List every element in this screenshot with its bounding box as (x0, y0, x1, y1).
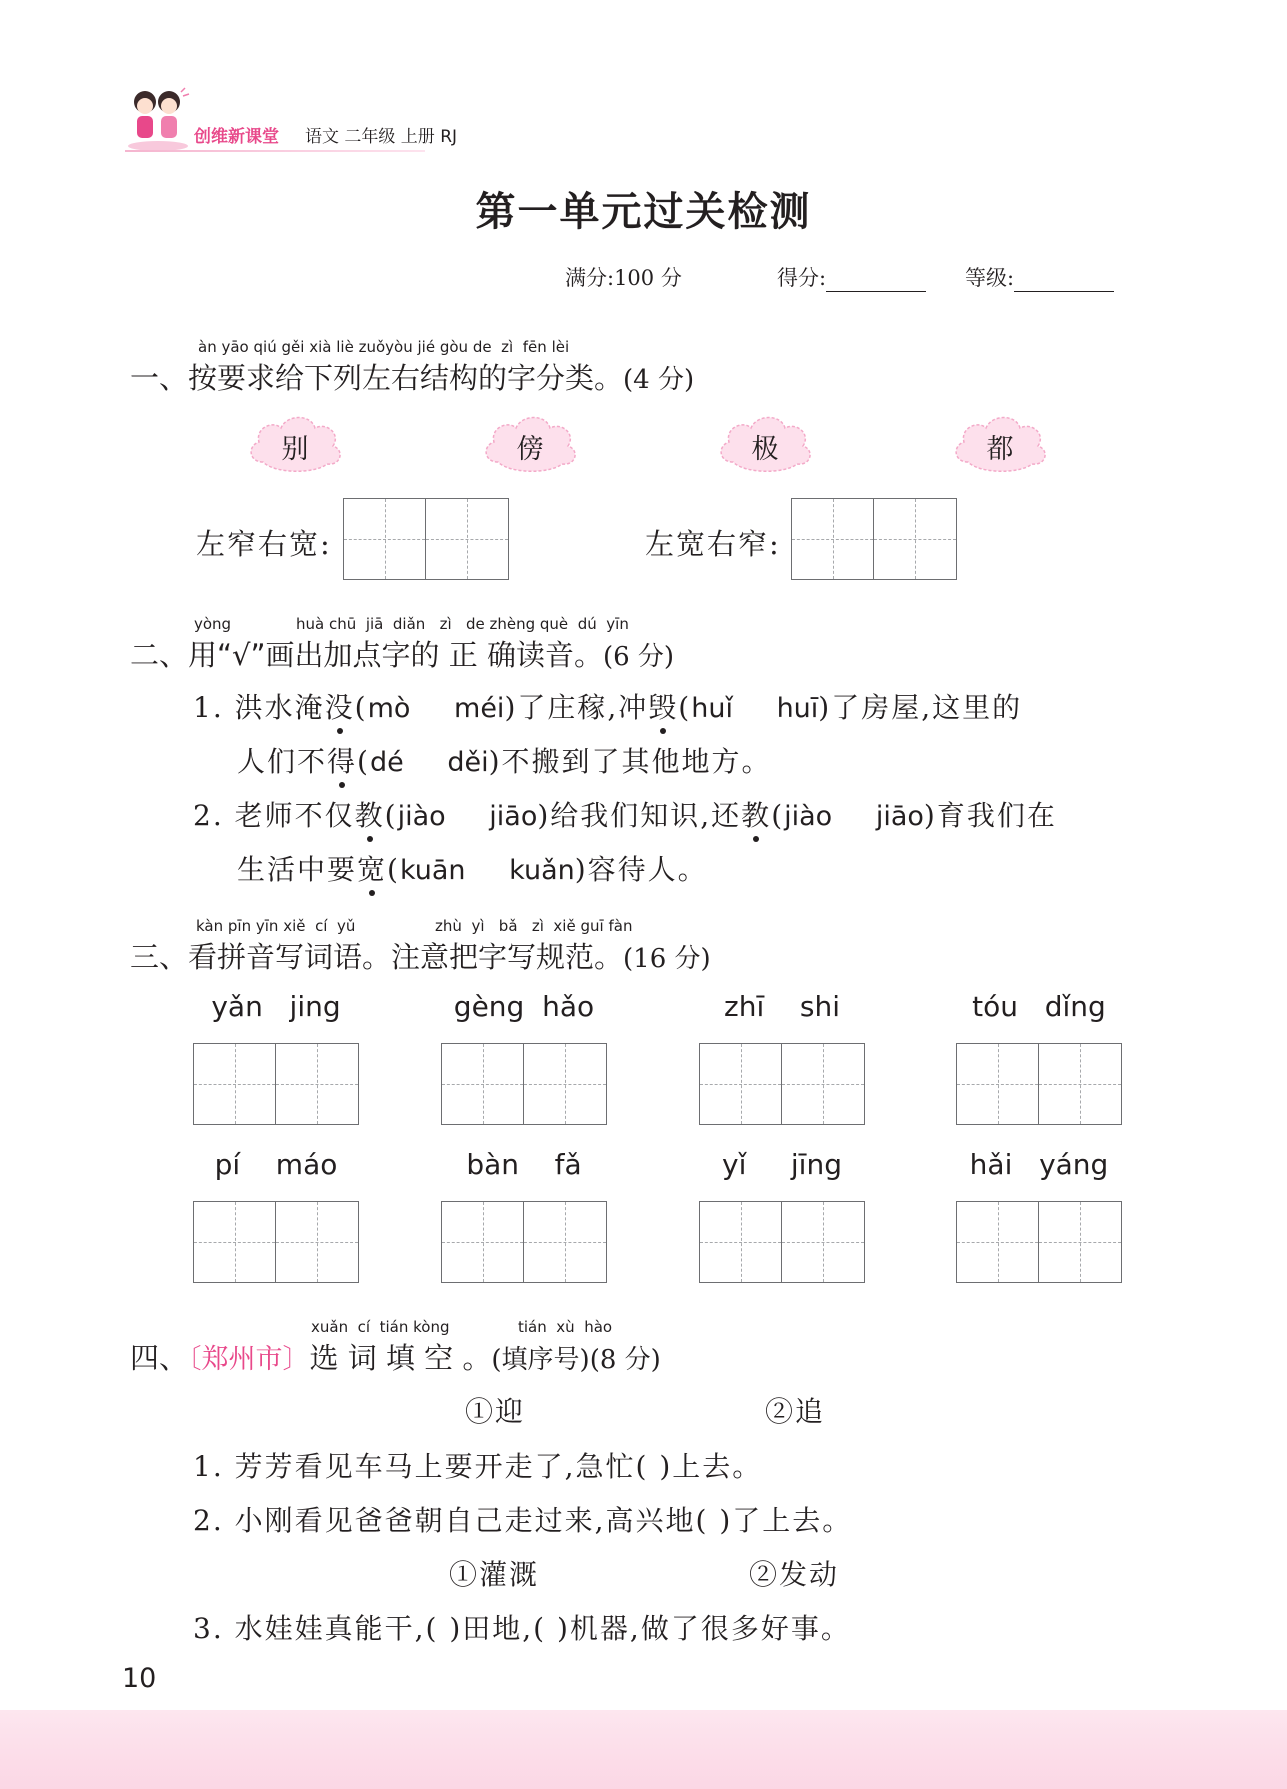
grade-field (965, 262, 1114, 292)
grid-cell[interactable] (700, 1044, 782, 1124)
section-2-pinyin: huà chū jiā diǎn zì de zhèng què dú yīn (296, 615, 629, 633)
option-2b: ②发动 (749, 1558, 840, 1591)
cloud-char: 别 (281, 434, 309, 465)
cloud-char: 都 (986, 434, 1014, 465)
pinyin-option[interactable]: huǐ (691, 693, 733, 724)
section-3-pinyin: kàn pīn yīn xiě cí yǔ (196, 917, 356, 935)
question-2-2-line1: 2. 老师不仅教(jiào jiāo)给我们知识,还教(jiào jiāo)育我们在 (193, 794, 1057, 834)
question-2-1-line1: 1. 洪水淹没(mò méi)了庄稼,冲毁(huǐ huī)了房屋,这里的 (193, 686, 1022, 726)
grid-cell[interactable] (344, 499, 426, 579)
char-cloud (245, 410, 345, 476)
answer-grid[interactable] (956, 1201, 1122, 1283)
char-cloud (715, 410, 815, 476)
answer-grid[interactable] (441, 1043, 607, 1125)
grid-cell[interactable] (1039, 1202, 1121, 1282)
grade-blank[interactable] (1014, 269, 1114, 292)
answer-grid[interactable] (193, 1043, 359, 1125)
word-pinyin: gèng hǎo (453, 990, 595, 1023)
grid-cell[interactable] (782, 1044, 864, 1124)
section-1-pinyin: àn yāo qiú gěi xià liè zuǒyòu jié gòu de zì fēn lèi (198, 338, 570, 356)
header (125, 86, 505, 156)
question-4-1[interactable]: 1. 芳芳看见车马上要开走了,急忙( )上去。 (193, 1450, 763, 1483)
header-divider (125, 150, 425, 152)
pinyin-option[interactable]: kuǎn (509, 855, 575, 886)
answer-grid[interactable] (193, 1201, 359, 1283)
grid-cell[interactable] (1039, 1044, 1121, 1124)
char-cloud (950, 410, 1050, 476)
answer-grid[interactable] (699, 1043, 865, 1125)
option-2a: ①灌溉 (449, 1558, 540, 1591)
grid-cell[interactable] (957, 1044, 1039, 1124)
brand-name: 创维新课堂 (194, 127, 279, 147)
grid-cell[interactable] (194, 1202, 276, 1282)
grid-cell[interactable] (276, 1044, 358, 1124)
grid-cell[interactable] (524, 1202, 606, 1282)
grid-cell[interactable] (782, 1202, 864, 1282)
grade-label: 等级: (965, 266, 1015, 290)
answer-grid[interactable] (343, 498, 509, 580)
grid-cell[interactable] (524, 1044, 606, 1124)
section-1-title: 一、按要求给下列左右结构的字分类。(4 分) (130, 361, 695, 395)
grid-cell[interactable] (442, 1202, 524, 1282)
section-2-pinyin: yòng (194, 615, 232, 633)
cloud-char: 傍 (516, 434, 544, 465)
pinyin-option[interactable]: jiào (784, 801, 833, 832)
section-4-pinyin: tián xù hào (518, 1318, 613, 1336)
grid-cell[interactable] (426, 499, 508, 579)
question-4-3[interactable]: 3. 水娃娃真能干,( )田地,( )机器,做了很多好事。 (193, 1612, 851, 1645)
pinyin-option[interactable]: dé (369, 747, 404, 778)
pinyin-option[interactable]: jiāo (875, 801, 924, 832)
score-label: 得分: (777, 266, 827, 290)
word-pinyin: hǎi yáng (969, 1148, 1109, 1181)
cloud-char: 极 (751, 434, 779, 465)
question-4-2[interactable]: 2. 小刚看见爸爸朝自己走过来,高兴地( )了上去。 (193, 1504, 853, 1537)
word-pinyin: pí máo (214, 1148, 338, 1181)
answer-grid[interactable] (791, 498, 957, 580)
pinyin-option[interactable]: jiāo (489, 801, 538, 832)
grid-cell[interactable] (957, 1202, 1039, 1282)
full-score: 满分:100 分 (565, 266, 682, 290)
label-left-narrow: 左窄右宽: (196, 527, 332, 561)
pinyin-option[interactable]: mò (367, 693, 411, 724)
page-number: 10 (122, 1663, 157, 1694)
grid-cell[interactable] (792, 499, 874, 579)
grid-cell[interactable] (194, 1044, 276, 1124)
pinyin-option[interactable]: děi (447, 747, 489, 778)
pinyin-option[interactable]: méi (454, 693, 505, 724)
score-field (777, 262, 926, 292)
question-2-2-line2: 生活中要宽(kuān kuǎn)容待人。 (237, 848, 708, 888)
section-3-pinyin: zhù yì bǎ zì xiě guī fàn (435, 917, 633, 935)
word-pinyin: bàn fǎ (466, 1148, 582, 1181)
grid-cell[interactable] (700, 1202, 782, 1282)
subject-info: 语文 二年级 上册 RJ (305, 127, 458, 147)
score-line (565, 262, 1135, 302)
word-pinyin: tóu dǐng (972, 990, 1106, 1023)
footer-band (0, 1710, 1287, 1789)
answer-grid[interactable] (441, 1201, 607, 1283)
char-cloud (480, 410, 580, 476)
option-1b: ②追 (765, 1395, 826, 1428)
pinyin-option[interactable]: kuān (399, 855, 466, 886)
word-pinyin: yǎn jing (211, 990, 341, 1023)
option-1a: ①迎 (465, 1395, 526, 1428)
label-left-wide: 左宽右窄: (645, 527, 781, 561)
kids-logo-icon (125, 86, 191, 152)
grid-cell[interactable] (874, 499, 956, 579)
word-pinyin: yǐ jīng (722, 1148, 842, 1181)
grid-cell[interactable] (276, 1202, 358, 1282)
section-2-title: 二、用“√”画出加点字的 正 确读音。(6 分) (130, 638, 675, 672)
pinyin-option[interactable]: jiào (397, 801, 446, 832)
answer-grid[interactable] (699, 1201, 865, 1283)
pinyin-option[interactable]: huī (776, 693, 819, 724)
grid-cell[interactable] (442, 1044, 524, 1124)
question-2-1-line2: 人们不得(dé děi)不搬到了其他地方。 (237, 740, 772, 780)
page-title: 第一单元过关检测 (475, 189, 812, 235)
region-tag: 〔郑州市〕 (188, 1344, 310, 1375)
answer-grid[interactable] (956, 1043, 1122, 1125)
section-4-title: 四、〔郑州市〕选 词 填 空 。(填序号)(8 分) (130, 1341, 661, 1375)
section-4-pinyin: xuǎn cí tián kòng (311, 1318, 450, 1336)
score-blank[interactable] (826, 269, 926, 292)
word-pinyin: zhī shi (724, 990, 840, 1023)
section-3-title: 三、看拼音写词语。注意把字写规范。(16 分) (130, 940, 711, 974)
